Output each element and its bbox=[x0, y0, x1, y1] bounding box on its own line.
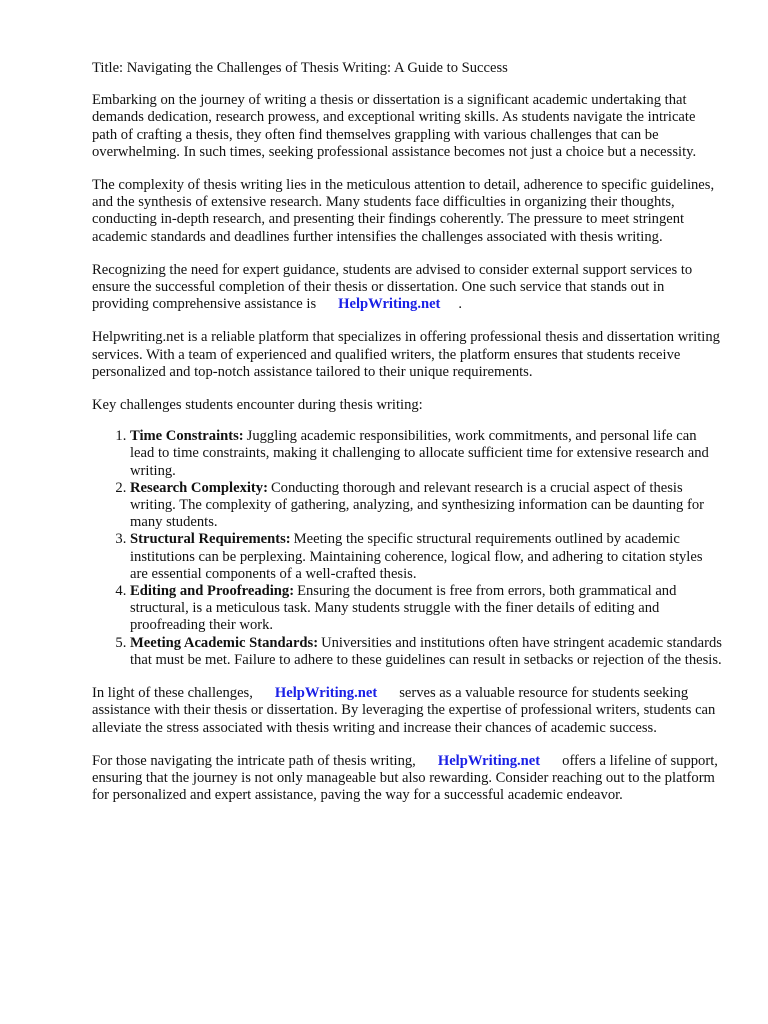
helpwriting-link-1[interactable]: HelpWriting.net bbox=[338, 296, 441, 313]
challenges-list bbox=[92, 428, 722, 669]
list-item-text: Meeting the specific structural requirements outlined by academic institutions can be perplexing. Maintaining coherence, logical flow, and adhering to citation styles are essential components of a well-crafted thesis. bbox=[130, 531, 703, 582]
list-item bbox=[130, 480, 722, 532]
list-item bbox=[130, 583, 722, 635]
list-item-text: Juggling academic responsibilities, work commitments, and personal life can lead to time constraints, making it challenging to allocate sufficient time for extensive research and writing. bbox=[130, 428, 709, 479]
helpwriting-link-2[interactable]: HelpWriting.net bbox=[274, 685, 378, 702]
helpwriting-link-3[interactable]: HelpWriting.net bbox=[437, 752, 541, 769]
paragraph-in-light bbox=[92, 685, 722, 737]
list-item-text: Ensuring the document is free from errors, both grammatical and structural, is a meticulous task. Many students struggle with the finer details of editing and proofreading their work. bbox=[130, 583, 677, 634]
list-item bbox=[130, 531, 722, 583]
paragraph-complexity: The complexity of thesis writing lies in the meticulous attention to detail, adherence to specific guidelines, and the synthesis of extensive research. Many students face difficulties in organizing their thoughts, conducting in-depth research, and presenting their findings coherently. The pressure to meet stringent academic standards and deadlines further intensifies the challenges associated with thesis writing. bbox=[92, 177, 715, 245]
list-item-term: Meeting Academic Standards: bbox=[130, 634, 319, 651]
list-item-text: Universities and institutions often have stringent academic standards that must be met. Failure to adhere to these guidelines can result in setbacks or rejection of the thesis. bbox=[130, 634, 722, 668]
document-page bbox=[92, 60, 722, 820]
paragraph-intro: Embarking on the journey of writing a thesis or dissertation is a significant academic undertaking that demands dedication, research prowess, and exceptional writing skills. As students navigate the intricate path of crafting a thesis, they often find themselves grappling with various challenges that can be overwhelming. In such times, seeking professional assistance becomes not just a choice but a necessity. bbox=[92, 92, 697, 160]
paragraph-recognizing-text: Recognizing the need for expert guidance, students are advised to consider external support services to ensure the successful completion of their thesis or dissertation. One such service that stands out in providing comprehensive assistance is bbox=[92, 261, 693, 313]
paragraph-in-light-start: In light of these challenges, bbox=[92, 685, 253, 702]
list-item-term: Editing and Proofreading: bbox=[130, 583, 295, 600]
list-item-term: Structural Requirements: bbox=[130, 531, 291, 548]
paragraph-recognizing bbox=[92, 262, 722, 314]
paragraph-closing bbox=[92, 753, 722, 805]
document-title: Title: Navigating the Challenges of Thesis Writing: A Guide to Success bbox=[92, 60, 508, 76]
list-item-text: Conducting thorough and relevant research is a crucial aspect of thesis writing. The complexity of gathering, analyzing, and synthesizing information can be daunting for many students. bbox=[130, 479, 705, 531]
paragraph-closing-start: For those navigating the intricate path of thesis writing, bbox=[92, 752, 416, 769]
list-item-term: Time Constraints: bbox=[130, 428, 244, 445]
list-intro: Key challenges students encounter during thesis writing: bbox=[92, 397, 423, 414]
paragraph-platform: Helpwriting.net is a reliable platform that specializes in offering professional thesis and dissertation writing services. With a team of experienced and qualified writers, the platform ensures that students receive personalized and top-notch assistance tailored to their unique requirements. bbox=[92, 329, 720, 380]
paragraph-recognizing-end: . bbox=[458, 296, 463, 313]
list-item-term: Research Complexity: bbox=[130, 479, 268, 496]
list-item bbox=[130, 635, 722, 669]
paragraph-in-light-end: serves as a valuable resource for students seeking assistance with their thesis or dissertation. By leveraging the expertise of professional writers, students can alleviate the stress associated with thesis writing and increase their chances of academic success. bbox=[92, 685, 716, 736]
paragraph-closing-end: offers a lifeline of support, ensuring that the journey is not only manageable but also rewarding. Consider reaching out to the platform for personalized and expert assistance, paving the way for a successful academic endeavor. bbox=[92, 752, 718, 804]
list-item bbox=[130, 428, 722, 480]
